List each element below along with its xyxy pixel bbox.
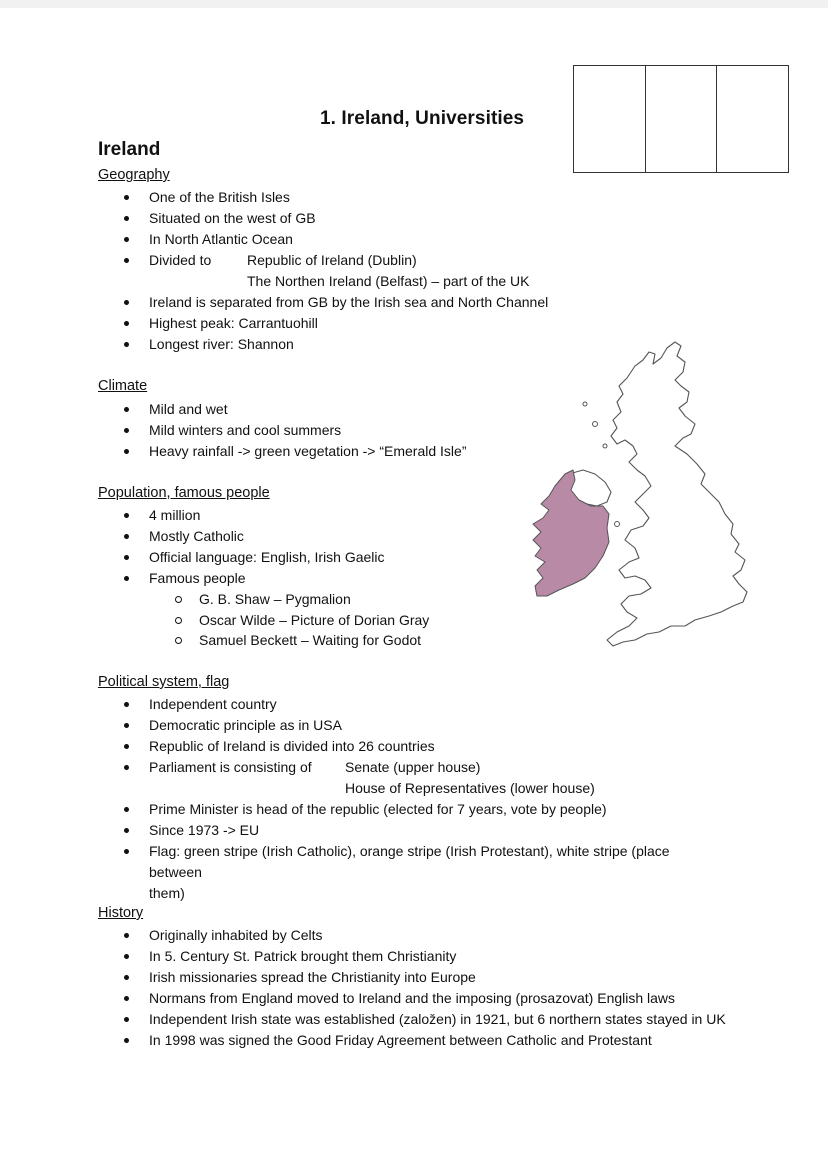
famous-people-label: Famous people	[149, 570, 246, 586]
parliament-label: Parliament is consisting of	[149, 759, 312, 775]
british-isles-map	[525, 334, 765, 654]
divided-republic: Republic of Ireland (Dublin)	[247, 252, 417, 268]
flag-stripe-right	[717, 66, 788, 172]
list-item: Originally inhabited by Celts	[120, 925, 726, 946]
famous-people-list	[149, 589, 429, 651]
list-item-parliament	[120, 757, 720, 799]
geography-list	[120, 187, 548, 355]
list-item: Independent Irish state was established (založen) in 1921, but 6 northern states stayed in UK	[120, 1009, 726, 1030]
list-item: Mostly Catholic	[120, 526, 429, 547]
divided-northern: The Northen Ireland (Belfast) – part of the UK	[247, 273, 530, 289]
person-item: G. B. Shaw – Pygmalion	[149, 589, 429, 610]
list-item: Normans from England moved to Ireland and the imposing (prosazovat) English laws	[120, 988, 726, 1009]
list-item: Ireland is separated from GB by the Irish sea and North Channel	[120, 292, 548, 313]
flag-line-1: Flag: green stripe (Irish Catholic), orange stripe (Irish Protestant), white stripe (place between	[149, 843, 670, 880]
list-item: 4 million	[120, 505, 429, 526]
flag-outline	[573, 65, 789, 173]
list-item: Heavy rainfall -> green vegetation -> “Emerald Isle”	[120, 441, 466, 462]
list-item: In 1998 was signed the Good Friday Agreement between Catholic and Protestant	[120, 1030, 726, 1051]
list-item: One of the British Isles	[120, 187, 548, 208]
list-item: Situated on the west of GB	[120, 208, 548, 229]
parliament-house: House of Representatives (lower house)	[345, 780, 595, 796]
climate-list	[120, 399, 466, 462]
parliament-senate: Senate (upper house)	[345, 759, 481, 775]
flag-stripe-middle	[646, 66, 718, 172]
great-britain-outline	[607, 342, 747, 646]
list-item: Highest peak: Carrantuohill	[120, 313, 548, 334]
list-item-divided	[120, 250, 548, 292]
list-item-flag	[120, 841, 720, 904]
list-item: Irish missionaries spread the Christianity into Europe	[120, 967, 726, 988]
list-item: Mild winters and cool summers	[120, 420, 466, 441]
person-item: Samuel Beckett – Waiting for Godot	[149, 630, 429, 651]
island-shape	[615, 522, 620, 527]
flag-line-2: them)	[149, 885, 185, 901]
political-list	[120, 694, 720, 904]
document-page	[0, 8, 828, 1164]
list-item: In North Atlantic Ocean	[120, 229, 548, 250]
list-item: In 5. Century St. Patrick brought them Christianity	[120, 946, 726, 967]
section-geography-title: Geography	[98, 167, 170, 183]
list-item: Official language: English, Irish Gaelic	[120, 547, 429, 568]
list-item: Since 1973 -> EU	[120, 820, 720, 841]
list-item: Independent country	[120, 694, 720, 715]
page-title: 1. Ireland, Universities	[320, 108, 525, 129]
section-heading-ireland: Ireland	[98, 139, 161, 160]
list-item: Longest river: Shannon	[120, 334, 548, 355]
section-political-title: Political system, flag	[98, 674, 230, 690]
island-shape	[583, 402, 587, 406]
population-list	[120, 505, 429, 651]
history-list	[120, 925, 726, 1051]
list-item-famous-people	[120, 568, 429, 651]
list-item: Republic of Ireland is divided into 26 countries	[120, 736, 720, 757]
section-population-title: Population, famous people	[98, 485, 270, 501]
top-bar	[0, 0, 828, 8]
person-item: Oscar Wilde – Picture of Dorian Gray	[149, 610, 429, 631]
flag-stripe-left	[574, 66, 646, 172]
island-shape	[603, 444, 607, 448]
island-shape	[593, 422, 598, 427]
divided-label: Divided to	[149, 252, 212, 268]
section-climate-title: Climate	[98, 378, 148, 394]
list-item: Prime Minister is head of the republic (elected for 7 years, vote by people)	[120, 799, 720, 820]
section-history-title: History	[98, 905, 144, 921]
list-item: Mild and wet	[120, 399, 466, 420]
list-item: Democratic principle as in USA	[120, 715, 720, 736]
